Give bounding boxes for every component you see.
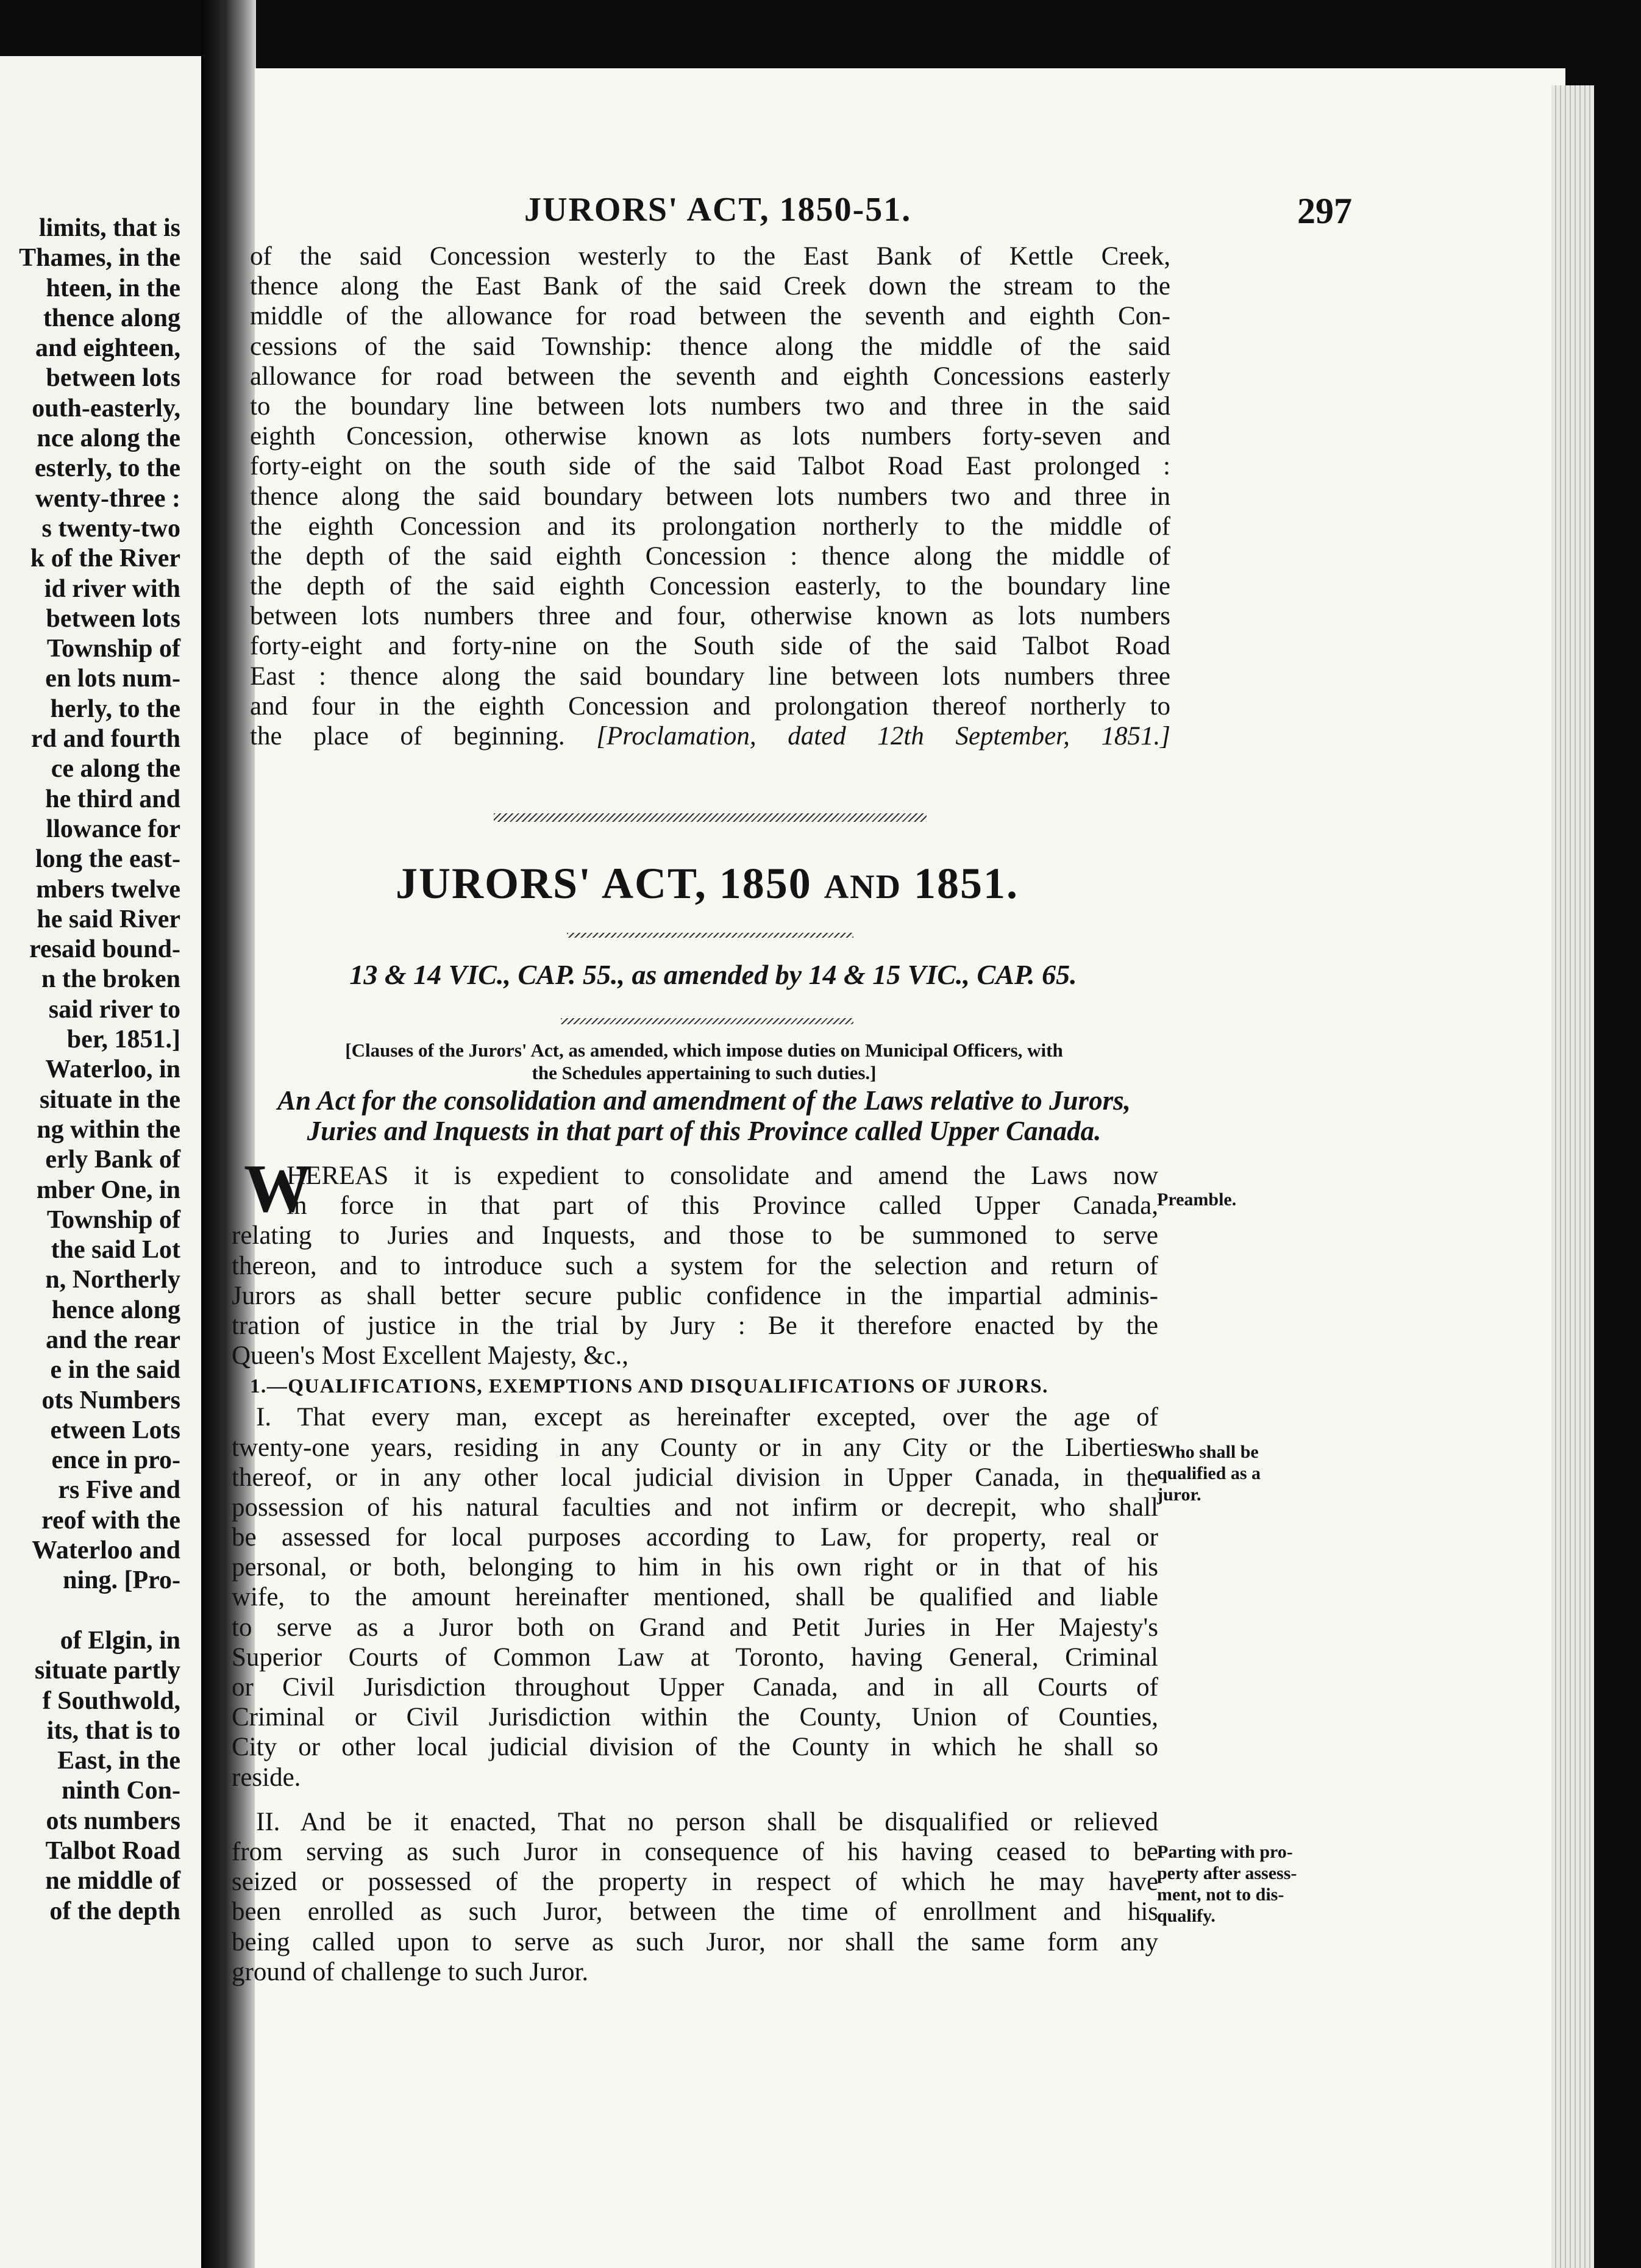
left-page-line: said river to [48,995,180,1024]
bracket-note-line: the Schedules appertaining to such duties.] [532,1062,877,1083]
left-page-line: long the east- [35,845,180,874]
text-line: relating to Juries and Inquests, and those to be summoned to serve [232,1221,1158,1250]
left-page-line: ninth Con- [62,1777,180,1805]
text-line-last [250,721,1170,751]
paragraph-gap [232,1792,1158,1807]
left-page-line: between lots [46,604,180,633]
margin-note-line: ment, not to dis- [1157,1885,1284,1905]
left-page-line: and eighteen, [35,334,180,363]
text-line: in force in that part of this Province called Upper Canada, [287,1191,1158,1221]
margin-note-line: Who shall be [1157,1442,1259,1462]
text-line: from serving as such Juror in consequence of his having ceased to be [232,1837,1158,1866]
page-edges [1551,85,1594,2268]
left-page-line: thence along [43,304,180,332]
left-page-line: Waterloo and [32,1536,180,1565]
page-number: 297 [1297,191,1352,231]
text-line: been enrolled as such Juror, between the time of enrollment and his [232,1897,1158,1927]
act-title [390,858,1024,909]
text-line: possession of his natural faculties and not infirm or decrepit, who shall [232,1492,1158,1522]
margin-note-section-2 [1157,1841,1340,1927]
act-title-year: 1851. [914,859,1019,908]
act-long-title [244,1085,1164,1146]
text-line: thereon, and to introduce such a system for the selection and return of [232,1251,1158,1280]
text-line: thence along the said boundary between lots numbers two and three in [250,482,1170,511]
section-heading: 1.—QUALIFICATIONS, EXEMPTIONS AND DISQUALIFICATIONS OF JURORS. [250,1375,1048,1398]
left-page-line: ots Numbers [41,1386,180,1414]
left-page-line [6,1596,180,1626]
left-page-line: n, Northerly [45,1266,180,1294]
left-page-line: reof with the [41,1506,180,1535]
left-page-line: rd and fourth [30,725,180,754]
text-line: Criminal or Civil Jurisdiction within the County, Union of Counties, [232,1703,1158,1732]
left-page-line: herly, to the [50,694,180,723]
running-head: JURORS' ACT, 1850-51. [524,191,912,229]
text-line: forty-eight and forty-nine on the South side of the said Talbot Road [250,632,1170,661]
text-line: twenty-one years, residing in any County or in any City or the Liberties [232,1433,1158,1462]
text-line: HEREAS it is expedient to consolidate and amend the Laws now [287,1161,1158,1190]
left-page-line: between lots [46,364,180,393]
margin-note-line: perty after assess- [1157,1863,1297,1883]
text-line: tration of justice in the trial by Jury : Be it therefore enacted by the [232,1311,1158,1340]
left-page-line: mber One, in [36,1175,180,1204]
left-page-line: limits, that is [38,214,180,242]
left-page-line: en lots num- [45,665,180,693]
section-divider-rule [494,813,927,822]
text-line: of the said Concession westerly to the East Bank of Kettle Creek, [250,242,1170,271]
text-line: II. And be it enacted, That no person shall be disqualified or relieved [256,1807,1158,1836]
left-page-text [6,213,180,1927]
left-page-line: Waterloo, in [45,1055,180,1084]
text-line: ground of challenge to such Juror. [232,1957,589,1986]
text-line: and four in the eighth Concession and prolongation thereof northerly to [250,691,1170,721]
left-page-line: East, in the [57,1747,180,1775]
left-page-line: Township of [46,1205,180,1234]
text-line: to the boundary line between lots numbers two and three in the said [250,391,1170,421]
left-page-line: situate partly [34,1656,180,1685]
margin-note-line: qualified as a [1157,1463,1261,1483]
left-page-line: llowance for [46,815,180,843]
left-page-line: ots numbers [46,1806,180,1835]
left-page-line: resaid bound- [29,935,180,964]
text-line: the depth of the said eighth Concession easterly, to the boundary line [250,572,1170,601]
text-line: eighth Concession, otherwise known as lots numbers forty-seven and [250,422,1170,451]
text-line: Jurors as shall better secure public confidence in the impartial adminis- [232,1281,1158,1310]
left-page-line: Thames, in the [19,244,180,273]
left-page-line: hence along [51,1296,180,1324]
left-page-line: he third and [45,785,180,813]
left-page-line: of Elgin, in [60,1626,180,1655]
text-line: East : thence along the said boundary line between lots numbers three [250,661,1170,691]
left-page-line: e in the said [50,1356,180,1385]
left-page-line: n the broken [41,965,180,994]
long-title-line: An Act for the consolidation and amendment of the Laws relative to Jurors, [277,1085,1131,1116]
left-page-line: hteen, in the [46,274,180,302]
proclamation-note: [Proclamation, dated 12th September, 1851.] [596,722,1170,751]
text-line: Superior Courts of Common Law at Toronto, having General, Criminal [232,1642,1158,1672]
left-page-line: ber, 1851.] [66,1025,180,1054]
left-page-line: esterly, to the [34,454,180,483]
text-line: be assessed for local purposes according to Law, for property, real or [232,1523,1158,1552]
text-line: allowance for road between the seventh and eighth Concessions easterly [250,362,1170,391]
left-page-line: nce along the [37,424,180,453]
left-page-line: id river with [44,574,180,603]
left-page-line: f Southwold, [42,1686,180,1715]
left-page-line: erly Bank of [45,1146,180,1174]
text-line: I. That every man, except as hereinafter excepted, over the age of [256,1403,1158,1432]
left-page-line: and the rear [46,1325,180,1354]
margin-note-line: juror. [1157,1485,1201,1505]
text-line: cessions of the said Township: thence along the middle of the said [250,332,1170,361]
act-title-main: JURORS' ACT, 1850 [395,859,812,908]
left-page-line: rs Five and [58,1476,180,1505]
text-line: forty-eight on the south side of the said Talbot Road East prolonged : [250,452,1170,481]
left-facing-page [0,56,201,2268]
continuation-paragraph [250,241,1170,751]
section-2-paragraph [232,1807,1158,1987]
bracket-note-line: [Clauses of the Jurors' Act, as amended, which impose duties on Municipal Officers, with [345,1040,1063,1061]
left-page-line: ce along the [51,755,180,783]
left-page-line: wenty-three : [35,484,180,513]
text-line: Queen's Most Excellent Majesty, &c., [232,1341,629,1371]
text-line: to serve as a Juror both on Grand and Petit Juries in Her Majesty's [232,1613,1158,1642]
last-line-text: the place of beginning. [250,722,565,751]
left-page-line: mbers twelve [36,875,180,904]
left-page-line: of the depth [49,1897,180,1925]
text-line: or Civil Jurisdiction throughout Upper Canada, and in all Courts of [232,1673,1158,1702]
text-line: being called upon to serve as such Juror, nor shall the same form any [232,1927,1158,1956]
section-1-paragraph [232,1402,1158,1792]
text-line: seized or possessed of the property in respect of which he may have [232,1867,1158,1897]
bracket-note [244,1039,1164,1084]
left-page-line: Talbot Road [45,1837,180,1866]
margin-note-section-1 [1157,1441,1340,1505]
left-page-line: he said River [37,905,180,933]
drop-cap: W [244,1151,312,1227]
text-line: thereof, or in any other local judicial division in Upper Canada, in the [232,1463,1158,1492]
act-citation: 13 & 14 VIC., CAP. 55., as amended by 14 & 15 VIC., CAP. 65. [349,959,1077,990]
left-page-line: Township of [46,635,180,663]
citation-underline-rule [561,1018,853,1024]
left-page-line: situate in the [40,1085,180,1114]
margin-note-preamble: Preamble. [1157,1189,1237,1210]
left-page-line: its, that is to [46,1716,180,1745]
text-line: wife, to the amount hereinafter mentioned, shall be qualified and liable [232,1583,1158,1612]
text-line: between lots numbers three and four, otherwise known as lots numbers [250,602,1170,631]
left-page-line: ng within the [37,1115,180,1144]
left-page-line: the said Lot [51,1236,180,1264]
left-page-line: outh-easterly, [32,394,180,423]
left-page-line: ne middle of [45,1867,180,1895]
margin-note-line: qualify. [1157,1906,1216,1926]
text-line: reside. [232,1763,301,1792]
preamble-paragraph [232,1161,1158,1371]
left-page-line: etween Lots [50,1416,180,1444]
left-page-line: ning. [Pro- [63,1566,180,1595]
left-page-line: s twenty-two [41,514,180,543]
text-line: the eighth Concession and its prolongation northerly to the middle of [250,512,1170,541]
text-line: thence along the East Bank of the said Creek down the stream to the [250,272,1170,301]
left-page-line: k of the River [30,544,180,573]
text-line: middle of the allowance for road between the seventh and eighth Con- [250,302,1170,331]
text-line: personal, or both, belonging to him in his own right or in that of his [232,1553,1158,1582]
title-underline-rule [567,933,853,938]
act-title-and: AND [824,868,902,906]
text-line: the depth of the said eighth Concession : thence along the middle of [250,541,1170,571]
margin-note-line: Parting with pro- [1157,1842,1293,1862]
left-page-line: ence in pro- [51,1446,180,1475]
text-line: City or other local judicial division of the County in which he shall so [232,1733,1158,1762]
long-title-line: Juries and Inquests in that part of this Province called Upper Canada. [307,1116,1102,1146]
act-body [232,1161,1158,1987]
